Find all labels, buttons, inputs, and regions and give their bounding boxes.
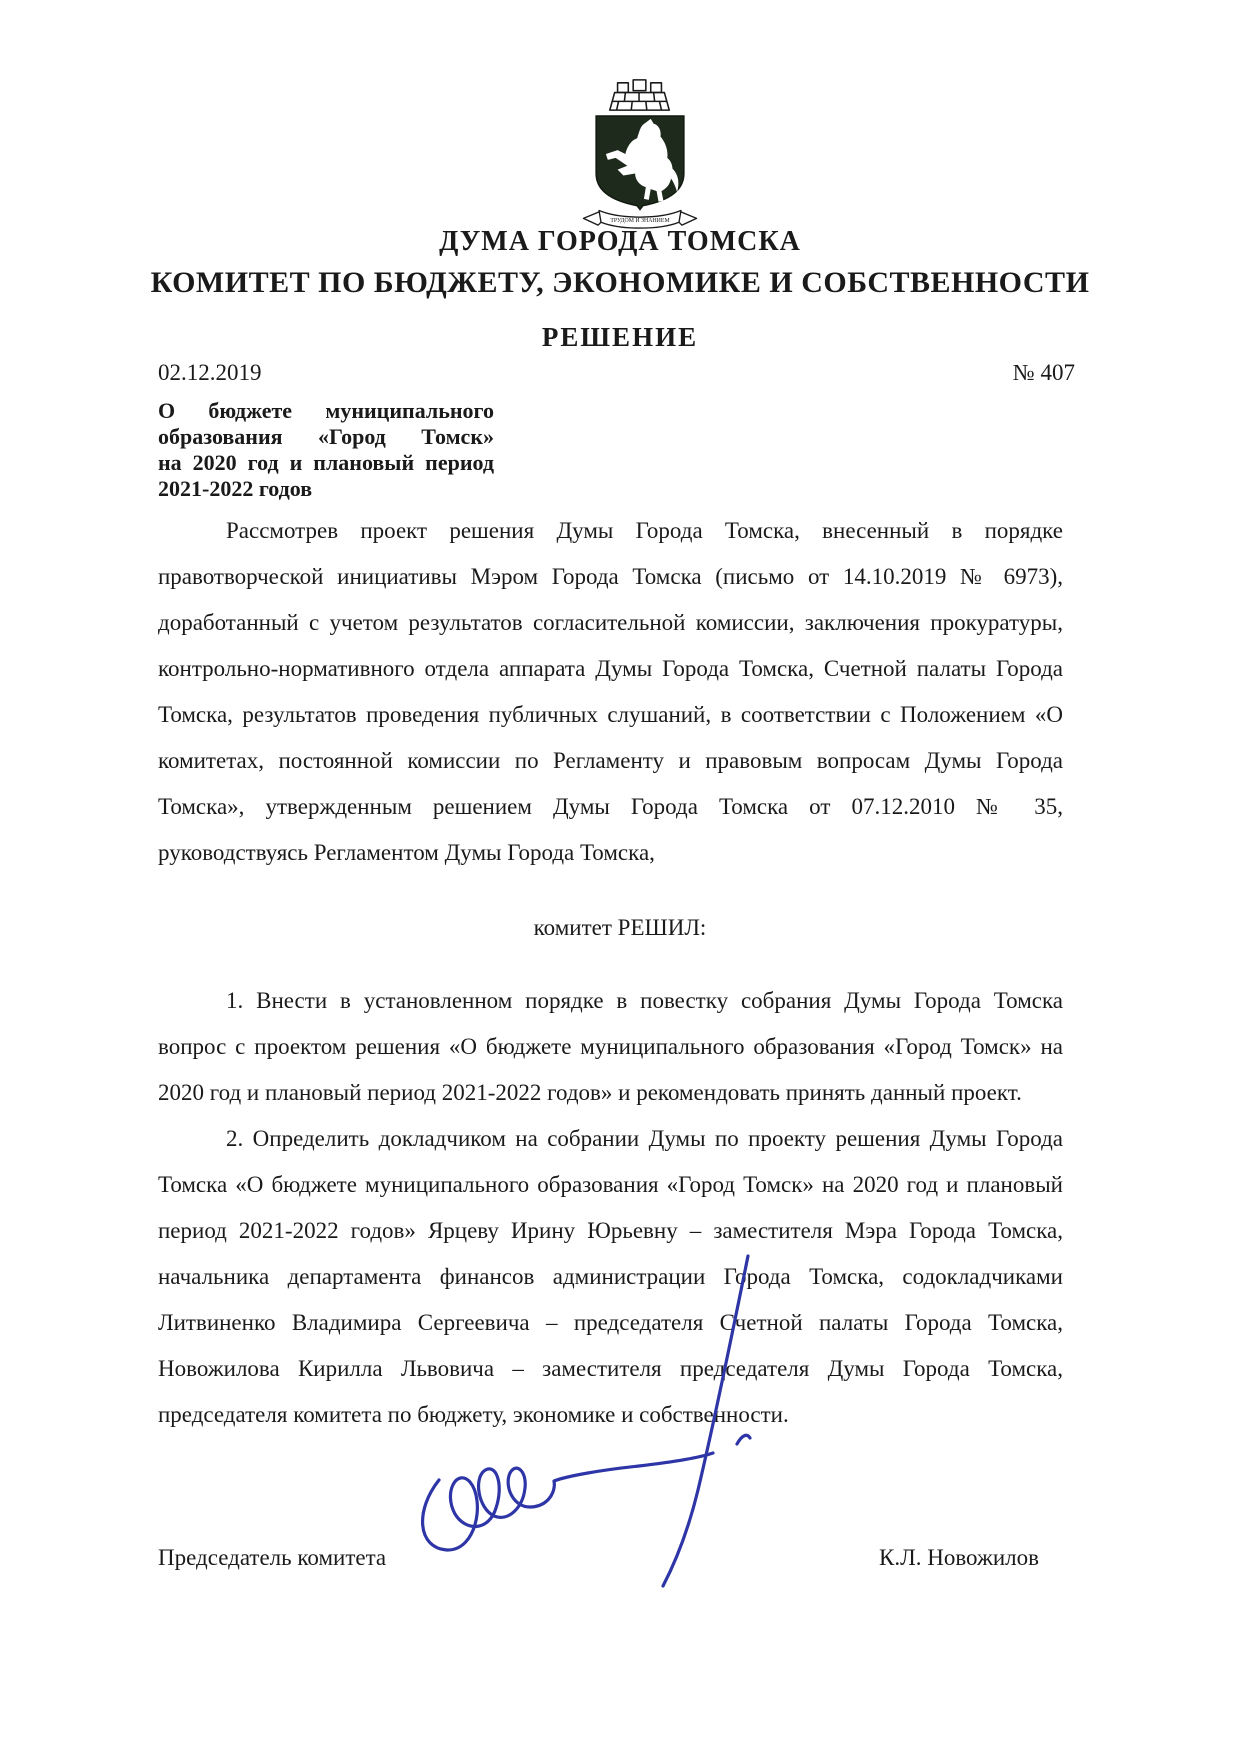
signature-row [158, 1545, 1063, 1571]
subject-line: 2021-2022 годов [158, 476, 313, 501]
document-type-title: РЕШЕНИЕ [541, 322, 699, 352]
preamble-text: Рассмотрев проект решения Думы Города Томска, внесенный в порядке правотворческой инициативы Мэром Города Томска (письмо от 14.10.2019 № 6973), доработанный с учетом результатов согласительной комиссии, заключения прокуратуры, контрольно-нормативного отдела аппарата Думы Города Томска, Счетной палаты Города Томска, результатов проведения публичных слушаний, в соответствии с Положением «О комитетах, постоянной комиссии по Регламенту и правовым вопросам Думы Города Томска», утвержденным решением Думы Города Томска от 07.12.2010 № 35, руководствуясь Регламентом Думы Города Томска, [158, 518, 1063, 865]
subject-line: на 2020 год и плановый период [158, 450, 494, 475]
resolution-intro: комитет РЕШИЛ: [533, 915, 707, 940]
document-subject [158, 398, 494, 502]
signer-name: К.Л. Новожилов [879, 1545, 1039, 1570]
subject-line: О бюджете муниципального [158, 398, 494, 423]
resolution-item-1-text: 1. Внести в установленном порядке в повестку собрания Думы Города Томска вопрос с проектом решения «О бюджете муниципального образования «Город Томск» на 2020 год и плановый период 2021-2022 годов» и рекомендовать принять данный проект. [158, 988, 1063, 1105]
meta-row [158, 360, 1075, 386]
motto-text: ТРУДОМ И ЗНАНИЕМ [610, 218, 670, 225]
resolution-item-1 [158, 978, 1063, 1116]
committee-title: КОМИТЕТ ПО БЮДЖЕТУ, ЭКОНОМИКЕ И СОБСТВЕННОСТИ [150, 266, 1090, 299]
document-date: 02.12.2019 [158, 360, 262, 385]
document-number: № 407 [1012, 360, 1075, 385]
tomsk-coat-of-arms-icon [558, 76, 722, 232]
resolution-item-2 [158, 1116, 1063, 1438]
signer-position: Председатель комитета [158, 1545, 387, 1570]
organization-title: ДУМА ГОРОДА ТОМСКА [439, 226, 801, 257]
mural-crown-icon [610, 80, 669, 110]
subject-line: образования «Город Томск» [158, 424, 494, 449]
resolution-item-2-text: 2. Определить докладчиком на собрании Думы по проекту решения Думы Города Томска «О бюджете муниципального образования «Город Томск» на 2020 год и плановый период 2021-2022 годов» Ярцеву Ирину Юрьевну – заместителя Мэра Города Томска, начальника департамента финансов администрации Города Томска, содокладчиками Литвиненко Владимира Сергеевича – председателя Счетной палаты Города Томска, Новожилова Кирилла Львовича – заместителя председателя Думы Города Томска, председателя комитета по бюджету, экономике и собственности. [158, 1126, 1063, 1427]
preamble-paragraph [158, 508, 1063, 876]
